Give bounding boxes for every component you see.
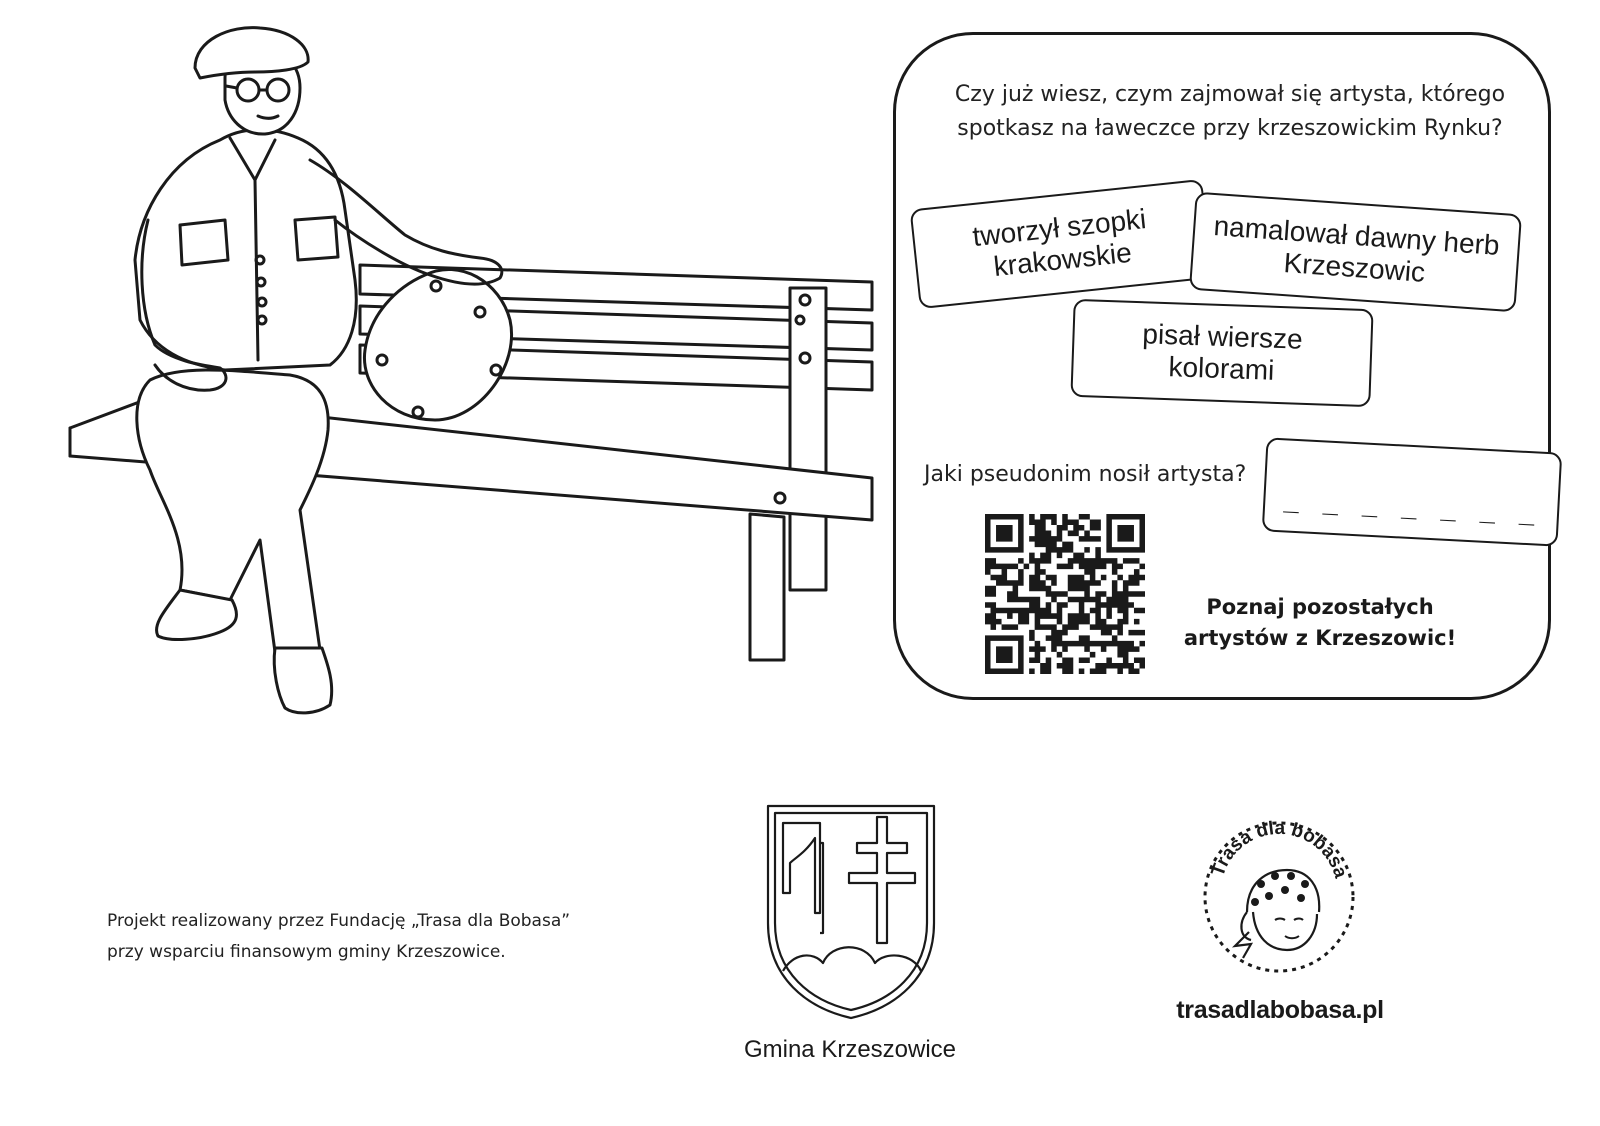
answer-option-label: pisał wiersze kolorami	[1141, 318, 1304, 386]
trasa-dla-bobasa-logo	[1199, 812, 1359, 982]
pseudonym-question: Jaki pseudonim nosił artysta?	[924, 462, 1247, 487]
man-on-bench-illustration	[60, 20, 900, 740]
answer-option-wiersze[interactable]	[1070, 299, 1373, 407]
site-url[interactable]: trasadlabobasa.pl	[1176, 996, 1384, 1024]
pseudonym-answer-field[interactable]: _ _ _ _ _ _ _	[1262, 437, 1563, 546]
question-text: Czy już wiesz, czym zajmował się artysta, którego spotkasz na ławeczce przy krzeszowickim Rynku?	[954, 82, 1506, 141]
answer-option-label: tworzył szopki krakowskie	[970, 203, 1148, 283]
logo-text: Trasa dla bobasa	[1207, 817, 1351, 881]
qr-code-icon[interactable]	[985, 514, 1145, 674]
coat-of-arms-icon	[765, 803, 937, 1023]
promo-text: Poznaj pozostałych artystów z Krzeszowic!	[1183, 595, 1457, 650]
gmina-label: Gmina Krzeszowice	[743, 1036, 957, 1063]
answer-option-label: namalował dawny herb Krzeszowic	[1212, 210, 1501, 288]
credits-line-2: przy wsparciu finansowym gminy Krzeszowice.	[107, 942, 506, 962]
project-credits	[107, 906, 570, 968]
credits-line-1: Projekt realizowany przez Fundację „Trasa dla Bobasa”	[107, 911, 571, 931]
